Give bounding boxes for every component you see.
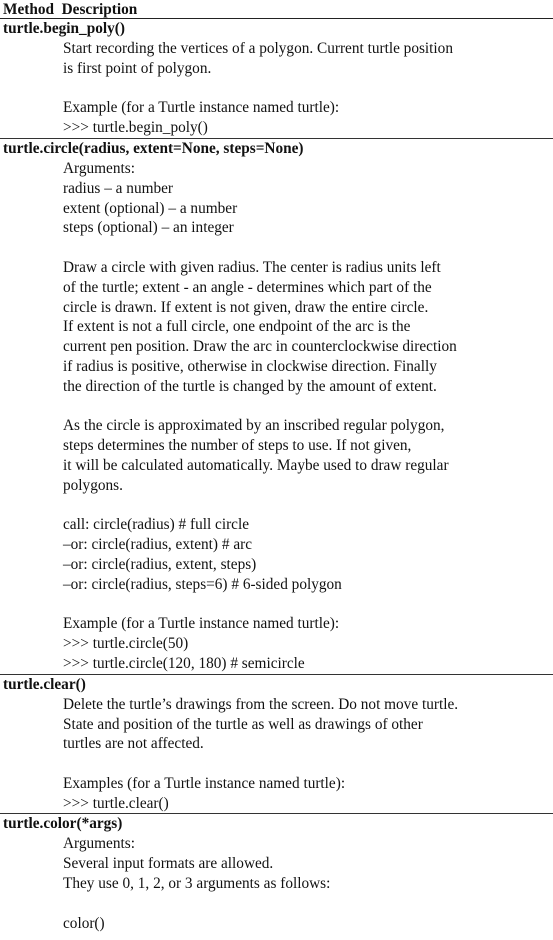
description-line xyxy=(63,894,553,914)
method-description xyxy=(0,834,553,933)
method-entry xyxy=(0,814,553,933)
description-line: If extent is not a full circle, one endpoint of the arc is the xyxy=(63,318,411,336)
description-line: State and position of the turtle as well as drawings of other xyxy=(63,715,423,733)
description-line: turtles are not affected. xyxy=(63,735,204,753)
description-line: color() xyxy=(63,914,105,932)
description-line xyxy=(63,754,553,774)
method-list xyxy=(0,19,553,933)
description-line: >>> turtle.circle(50) xyxy=(63,635,189,653)
description-line: Start recording the vertices of a polygon. Current turtle position xyxy=(63,40,453,57)
description-line: call: circle(radius) # full circle xyxy=(63,516,250,534)
description-line: Arguments: xyxy=(63,835,135,853)
description-line: polygons. xyxy=(63,476,123,494)
description-line: it will be calculated automatically. Maybe used to draw regular xyxy=(63,456,449,474)
description-line xyxy=(63,397,553,417)
method-signature: turtle.circle(radius, extent=None, steps=None) xyxy=(3,139,304,157)
description-line: Example (for a Turtle instance named turtle): xyxy=(63,615,340,633)
method-description xyxy=(0,159,553,674)
description-line: of the turtle; extent - an angle - determines which part of the xyxy=(63,278,432,296)
description-line: Example (for a Turtle instance named turtle): xyxy=(63,99,340,117)
description-line xyxy=(63,238,553,258)
description-line: –or: circle(radius, steps=6) # 6-sided polygon xyxy=(63,575,342,593)
description-line: >>> turtle.begin_poly() xyxy=(63,119,208,137)
description-line: extent (optional) – a number xyxy=(63,199,238,217)
description-line: steps (optional) – an integer xyxy=(63,219,234,237)
method-signature: turtle.color(*args) xyxy=(3,815,123,833)
description-line: –or: circle(radius, extent, steps) xyxy=(63,555,257,573)
method-entry xyxy=(0,19,553,139)
description-line: the direction of the turtle is changed by the amount of extent. xyxy=(63,377,437,395)
method-entry xyxy=(0,139,553,675)
description-line: Several input formats are allowed. xyxy=(63,855,274,873)
method-description xyxy=(0,695,553,814)
description-line: Examples (for a Turtle instance named turtle): xyxy=(63,774,346,792)
description-line: –or: circle(radius, extent) # arc xyxy=(63,536,252,554)
description-line: steps determines the number of steps to use. If not given, xyxy=(63,437,412,455)
description-line xyxy=(63,79,553,99)
description-line xyxy=(63,595,553,615)
description-line: radius – a number xyxy=(63,179,174,197)
method-signature: turtle.begin_poly() xyxy=(3,20,125,37)
description-line: Arguments: xyxy=(63,159,135,177)
description-line xyxy=(63,496,553,516)
method-entry xyxy=(0,675,553,815)
description-line: circle is drawn. If extent is not given, draw the entire circle. xyxy=(63,298,429,316)
description-line: >>> turtle.clear() xyxy=(63,794,169,812)
table-header: Method Description xyxy=(0,0,553,19)
description-line: Delete the turtle’s drawings from the screen. Do not move turtle. xyxy=(63,695,459,713)
description-line: As the circle is approximated by an inscribed regular polygon, xyxy=(63,417,445,435)
description-line: >>> turtle.circle(120, 180) # semicircle xyxy=(63,654,305,672)
description-line: They use 0, 1, 2, or 3 arguments as follows: xyxy=(63,875,331,893)
method-description xyxy=(0,39,553,138)
description-line: is first point of polygon. xyxy=(63,59,212,77)
method-signature: turtle.clear() xyxy=(3,675,86,693)
description-line: if radius is positive, otherwise in clockwise direction. Finally xyxy=(63,357,437,375)
description-line: Draw a circle with given radius. The center is radius units left xyxy=(63,258,441,276)
description-line: current pen position. Draw the arc in counterclockwise direction xyxy=(63,338,457,356)
